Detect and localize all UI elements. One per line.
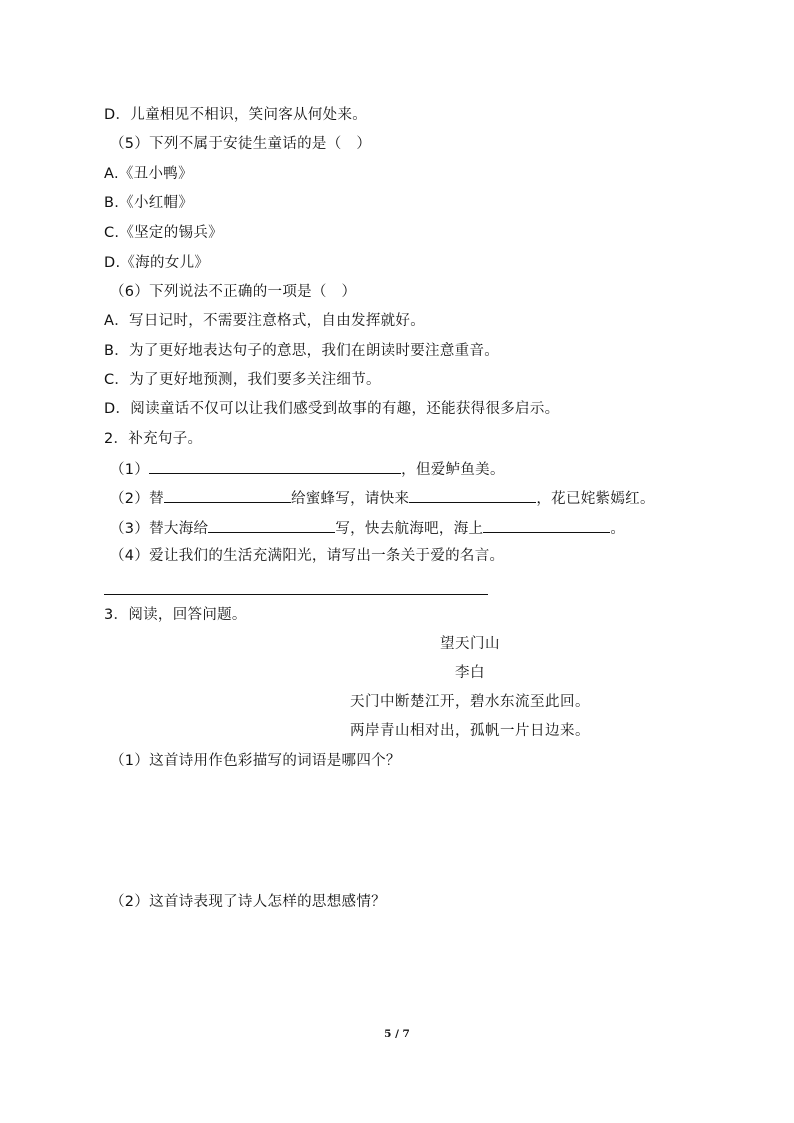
q6-option-b: B．为了更好地表达句子的意思，我们在朗读时要注意重音。	[104, 343, 500, 359]
q5-option-b: B.《小红帽》	[104, 195, 194, 211]
q2-title: 2．补充句子。	[104, 431, 203, 447]
poem-line-1: 天门中断楚江开，碧水东流至此回。	[350, 694, 590, 710]
poem-line-2: 两岸青山相对出，孤帆一片日边来。	[350, 723, 590, 739]
q5-option-d: D.《海的女儿》	[104, 255, 210, 271]
q2-s3-part-a: （3）替大海给	[110, 521, 209, 537]
q1-option-d-previous: D．儿童相见不相识，笑问客从何处来。	[104, 107, 368, 123]
q3-sub-2: （2）这首诗表现了诗人怎样的思想感情？	[110, 894, 386, 910]
q2-s1-tail: ，但爱鲈鱼美。	[401, 462, 505, 478]
q2-s3-part-b: 写，快去航海吧，海上	[335, 521, 484, 537]
poem-title: 望天门山	[440, 636, 500, 652]
q2-s2-blank-2[interactable]	[409, 488, 536, 503]
q2-s3-blank-2[interactable]	[483, 518, 610, 533]
q5-option-a: A.《丑小鸭》	[104, 166, 193, 182]
page-number: 5 / 7	[384, 1028, 410, 1040]
q2-s1-label: （1）	[110, 462, 150, 478]
q2-s3-blank-1[interactable]	[208, 518, 335, 533]
q5-option-c: C.《坚定的锡兵》	[104, 225, 223, 241]
poem-author: 李白	[455, 665, 485, 681]
q2-s4-answer-line[interactable]	[104, 594, 488, 595]
q6-option-a: A．写日记时，不需要注意格式，自由发挥就好。	[104, 313, 426, 329]
q2-s3-part-c: 。	[610, 521, 626, 537]
q2-s1-blank[interactable]	[149, 459, 401, 474]
q6-option-c: C．为了更好地预测，我们要多关注细节。	[104, 372, 381, 388]
q6-stem: （6）下列说法不正确的一项是（ ）	[110, 284, 357, 300]
q3-title: 3．阅读，回答问题。	[104, 607, 247, 623]
q2-s2-blank-1[interactable]	[164, 488, 291, 503]
q2-s2-part-a: （2）替	[110, 491, 164, 507]
q5-stem: （5）下列不属于安徒生童话的是（ ）	[110, 136, 372, 152]
q3-sub-1: （1）这首诗用作色彩描写的词语是哪四个？	[110, 753, 401, 769]
q2-sentence-3	[110, 518, 625, 538]
q2-s2-part-b: 给蜜蜂写，请快来	[290, 491, 410, 507]
q2-sentence-1	[110, 459, 505, 479]
q2-sentence-2	[110, 488, 655, 508]
q6-option-d: D．阅读童话不仅可以让我们感受到故事的有趣，还能获得很多启示。	[104, 401, 560, 417]
q2-s2-part-c: ，花已姹紫嫣红。	[536, 491, 655, 507]
q2-sentence-4: （4）爱让我们的生活充满阳光，请写出一条关于爱的名言。	[110, 548, 505, 564]
